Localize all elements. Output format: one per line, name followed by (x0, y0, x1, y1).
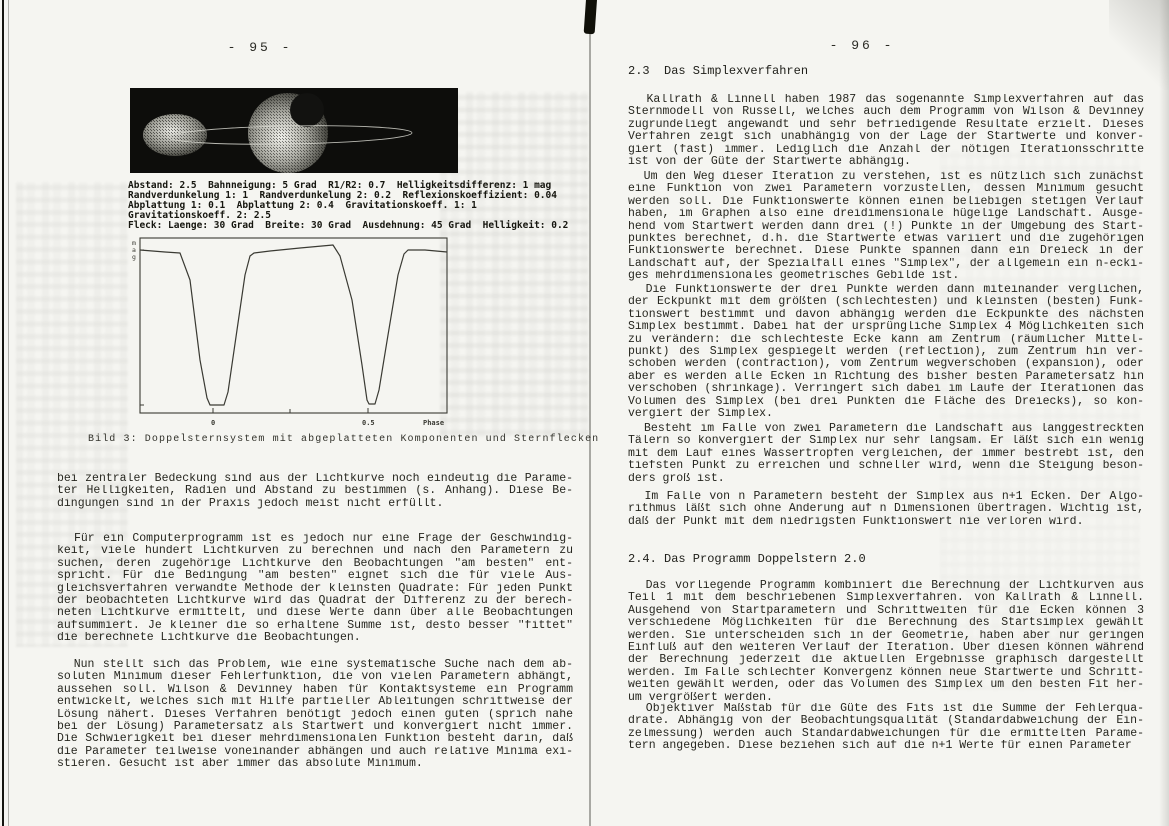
text-line: ter Helligkeiten, Radien und Abstand zu bestimmen (s. Anhang). Diese Be- (57, 485, 573, 498)
y-axis-label: m a g (132, 239, 136, 261)
text-line: Funktionswerte berechnet. Diese Punkte spannen dann ein Dreieck in der (628, 245, 1144, 258)
scan-left-edge-line-inner (8, 0, 9, 826)
text-line: spricht. Für die Bedingung "am besten" eignet sich die für viele Aus- (57, 570, 573, 583)
text-line: Ausgehend von Startparametern und Schrittweiten für die Ecken können 3 (628, 604, 1144, 617)
paragraph (57, 533, 573, 645)
text-line: bei der Lösung) Parametersatz als Startwert und konvergiert nicht immer. (57, 720, 573, 733)
text-line: Teil 1 mit dem beschriebenen Simplexverfahren. von Kallrath & Linnell. (628, 592, 1144, 605)
paragraph (628, 94, 1144, 168)
text-line: verschiedene Möglichkeiten für die Berechnung des Startsimplex gewählt (628, 617, 1144, 630)
text-line: Sternmodell von Russell, welches auch dem Programm von Wilson & Devinney (628, 106, 1144, 119)
light-curve-line (140, 245, 447, 405)
text-line: neten Lichtkurve ermittelt, und diese Werte dann über alle Beobachtungen (57, 607, 573, 620)
text-line: mit dem Lauf eines Wassertropfen vergleichen, der immer bestrebt ist, den (628, 447, 1144, 460)
text-line: tionswert bestimmt und davon abhängig werden die Eckpunkte des nächsten (628, 308, 1144, 321)
text-line: punkt) des Simplex gespiegelt werden (reflection), zum Zentrum hin ver- (628, 345, 1144, 358)
paragraph (57, 659, 573, 771)
text-line: tiefsten Punkt zu erreichen und schneller wird, wenn die Steigung beson- (628, 460, 1144, 473)
text-line: ders groß ist. (628, 472, 725, 485)
paragraph (628, 171, 1144, 283)
text-line: Objektiver Maßstab für die Güte des Fits ist die Summe der Fehlerqua- (628, 703, 1144, 715)
text-line: die Parameter teilweise voneinander abhängen und auch relative Minima exi- (57, 745, 573, 758)
text-line: der beobachteten Lichtkurve wird das Quadrat der Differenz zu der berech- (57, 594, 573, 607)
text-line: Das vorliegende Programm kombiniert die Berechnung der Lichtkurven aus (628, 580, 1144, 592)
text-line: werden. Sie unterscheiden sich in der Geometrie, haben aber nur geringen (628, 629, 1144, 642)
text-line: zugrundeliegt angewandt und sehr befriedigende Resultate erzielt. Dieses (628, 118, 1144, 131)
text-line: Volumen des Simplex (bei drei Punkten die Fläche des Dreiecks), so kon- (628, 395, 1144, 408)
text-line: eine Funktion von zwei Parametern vorzustellen, dessen Minimum gesucht (628, 183, 1144, 196)
text-line: schoben werden (contraction), vom Zentrum wegverschoben (expansion), oder (628, 358, 1144, 371)
scan-right-edge-shade (1159, 0, 1169, 826)
text-line: vergiert der Simplex. (628, 407, 773, 420)
book-spine-line (589, 0, 591, 826)
text-line: der Berechnung jederzeit die aktuellen Ergebnisse graphisch dargestellt (628, 654, 1144, 667)
text-line: Die Schwierigkeit bei dieser mehrdimensionalen Funktion besteht darin, daß (57, 733, 573, 746)
text-line: Fleck: Laenge: 30 Grad Breite: 30 Grad Ausdehnung: 45 Grad Helligkeit: 0.2 (128, 220, 569, 231)
x-tick-0-5: 0.5 (362, 419, 375, 427)
text-line: suchen, deren zugehörige Lichtkurve den Beobachtungen "am besten" ent- (57, 557, 573, 570)
text-line: Simplex bestimmt. Dabei hat der ursprüngliche Simplex 4 Möglichkeiten sich (628, 321, 1144, 334)
text-line: aufsummiert. Je kleiner die so erhaltene Summe ist, desto besser "fittet" (57, 619, 573, 632)
text-line: Einfluß auf den weiteren Verlauf der Iteration. Über diesen können während (628, 641, 1144, 654)
text-line: Verfahren zeigt sich unabhängig von der Lage der Startwerte und konver- (628, 131, 1144, 144)
x-axis-label: Phase (423, 419, 445, 427)
text-line: hend vom Startwert werden dann drei (!) Punkte in der Umgebung des Start- (628, 220, 1144, 233)
text-line: werden. Im Falle schlechter Konvergenz können neue Startwerte und Schritt- (628, 666, 1144, 679)
text-line: Tälern so konvergiert der Simplex nur sehr langsam. Er läßt sich ein wenig (628, 435, 1144, 448)
page-number-95: - 95 - (227, 40, 293, 55)
text-line: punktes berechnet, d.h. die Startwerte etwas variiert und die zugehörigen (628, 232, 1144, 245)
paragraph (628, 580, 1144, 704)
text-line: rithmus läßt sich ohne Änderung auf n Dimensionen übertragen. Wichtig ist, (628, 503, 1144, 516)
text-line: verschoben (shrinkage). Verringert sich dabei im Laufe der Iterationen das (628, 383, 1144, 396)
text-line: soluten Minimum dieser Fehlerfunktion, die von vielen Parametern abhängt, (57, 671, 573, 684)
text-line: Randverdunkelung 1: 1 Randverdunkelung 2: 0.2 Reflexionskoeffizient: 0.04 (128, 190, 557, 201)
light-curve-plot (125, 236, 465, 432)
text-line: werden soll. Die Funktionswerte können einen beliebigen stetigen Verlauf (628, 195, 1144, 208)
text-line: zu verändern: die schlechteste Ecke kann am Zentrum (räumlicher Mittel- (628, 333, 1144, 346)
text-line: giert (fast) immer. Lediglich die Anzahl der nötigen Iterationsschritte (628, 143, 1144, 156)
text-line: bei zentraler Bedeckung sind aus der Lichtkurve noch eindeutig die Parame- (57, 473, 573, 485)
text-line: tern angegeben. Diese beziehen sich auf die n+1 Werte für einen Parameter (628, 740, 1132, 753)
text-line: Für ein Computerprogramm ist es jedoch nur eine Frage der Geschwindig- (57, 533, 573, 545)
text-line: daß der Punkt mit dem niedrigsten Funktionswert nie verloren wird. (628, 515, 1084, 528)
text-line: zelmessung) werden auch Standardabweichungen für die ermittelten Parame- (628, 727, 1144, 740)
text-line: stieren. Gesucht ist aber immer das absolute Minimum. (57, 758, 423, 771)
paragraph (628, 703, 1144, 753)
page-number-96: - 96 - (829, 38, 895, 53)
paragraph (628, 491, 1144, 528)
figure-caption: Bild 3: Doppelsternsystem mit abgeplatteten Komponenten und Sternflecken (88, 434, 600, 445)
text-line: Die Funktionswerte der drei Punkte werden dann miteinander verglichen, (628, 284, 1144, 296)
paragraph (628, 423, 1144, 485)
section-heading-2-4: 2.4. Das Programm Doppelstern 2.0 (628, 552, 866, 566)
text-line: Abplattung 1: 0.1 Abplattung 2: 0.4 Gravitationskoeff. 1: 1 (128, 200, 477, 211)
text-line: ist von der Güte der Startwerte abhängig. (628, 155, 911, 168)
text-line: gleichsverfahren verwandte Methode der kleinsten Quadrate: Für jeden Punkt (57, 582, 573, 595)
text-line: Lösung nähert. Dieses Verfahren benötigt jedoch einen guten (sprich nahe (57, 708, 573, 721)
text-line: um vergrößert werden. (628, 691, 773, 704)
text-line: Um den Weg dieser Iteration zu verstehen, ist es nützlich sich zunächst (628, 171, 1144, 183)
text-line: drate. Abhängig von der Beobachtungsqualität (Standardabweichung der Ein- (628, 715, 1144, 728)
text-line: weiten gewählt werden, oder das Volumen des Simplex um den besten Fit her- (628, 679, 1144, 692)
text-line: entwickelt, welches sich mit Hilfe partieller Ableitungen schrittweise der (57, 696, 573, 709)
spine-ink-blot (584, 0, 598, 34)
text-line: der Eckpunkt mit dem größten (schlechtesten) und kleinsten (besten) Funk- (628, 296, 1144, 309)
text-line: haben, im Graphen also eine dreidimensionale hügelige Landschaft. Ausge- (628, 208, 1144, 221)
text-line: aussehen soll. Wilson & Devinney haben für Kontaktsysteme ein Programm (57, 683, 573, 696)
paragraph (57, 473, 573, 510)
text-line: Landschaft auf, der Spezialfall eines "Simplex", der allgemein ein n-ecki- (628, 257, 1144, 270)
text-line: Abstand: 2.5 Bahnneigung: 5 Grad R1/R2: 0.7 Helligkeitsdifferenz: 1 mag (128, 180, 552, 191)
text-line: Im Falle von n Parametern besteht der Simplex aus n+1 Ecken. Der Algo- (628, 491, 1144, 503)
text-line: Nun stellt sich das Problem, wie eine systematische Suche nach dem ab- (57, 659, 573, 671)
text-line: aber es werden alle Ecken in Richtung des bisher besten Parametersatz hin (628, 370, 1144, 383)
text-line: die berechnete Lichtkurve die Beobachtungen. (57, 632, 361, 645)
text-line: Besteht im Falle von zwei Parametern die Landschaft aus langgestreckten (628, 423, 1144, 435)
text-line: Gravitationskoeff. 2: 2.5 (128, 210, 271, 221)
text-line: dingungen sind in der Praxis jedoch meist nicht erfüllt. (57, 497, 444, 510)
text-line: keit, viele hundert Lichtkurven zu berechnen und nach den Parametern zu (57, 545, 573, 558)
section-heading-2-3: 2.3 Das Simplexverfahren (628, 64, 809, 78)
model-parameters-block (128, 181, 568, 231)
text-line: ges mehrdimensionales geometrisches Gebilde ist. (628, 270, 960, 283)
paragraph (628, 284, 1144, 420)
star-spot (290, 93, 324, 127)
scan-left-edge-line (2, 0, 4, 826)
binary-star-figure (130, 88, 458, 173)
text-line: Kallrath & Linnell haben 1987 das sogenannte Simplexverfahren auf das (628, 94, 1144, 106)
x-tick-0: 0 (211, 419, 216, 427)
